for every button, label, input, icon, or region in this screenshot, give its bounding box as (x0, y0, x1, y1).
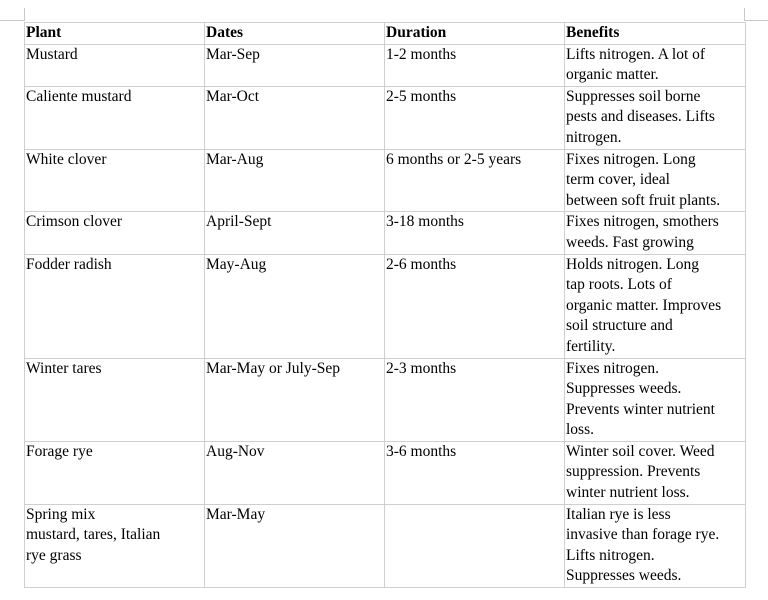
benefits-cell (565, 504, 746, 587)
plant-cell (25, 358, 205, 441)
benefits-cell-line: loss. (566, 421, 594, 439)
benefits-cell-line: Fixes nitrogen, smothers (566, 213, 719, 231)
page-corner-mark-left (0, 8, 25, 21)
plant-cell (25, 504, 205, 587)
benefits-cell (565, 254, 746, 358)
benefits-cell-line: tap roots. Lots of (566, 276, 672, 294)
benefits-cell-line: fertility. (566, 337, 616, 355)
plant-cell (25, 86, 205, 149)
dates-cell: April-Sept (205, 212, 385, 254)
header-plant: Plant (25, 23, 205, 45)
benefits-cell-line: Suppresses weeds. (566, 380, 682, 398)
duration-cell: 2-5 months (385, 86, 565, 149)
table-row (25, 44, 746, 86)
benefits-cell-line: winter nutrient loss. (566, 484, 690, 502)
benefits-cell-line: Suppresses weeds. (566, 567, 682, 585)
plant-cell-line: White clover (26, 150, 107, 168)
header-dates: Dates (205, 23, 385, 45)
benefits-cell-line: Holds nitrogen. Long (566, 255, 700, 273)
plant-cell-line: mustard, tares, Italian (26, 526, 161, 544)
benefits-cell (565, 44, 746, 86)
cover-crop-table (24, 22, 746, 588)
benefits-cell-line: Prevents winter nutrient (566, 400, 715, 418)
dates-cell: Mar-Oct (205, 86, 385, 149)
plant-cell-line: Crimson clover (26, 213, 122, 231)
benefits-cell-line: nitrogen. (566, 128, 622, 146)
benefits-cell-line: Fixes nitrogen. (566, 359, 659, 377)
plant-cell-line: Winter tares (26, 359, 102, 377)
dates-cell: Mar-May or July-Sep (205, 358, 385, 441)
duration-cell: 1-2 months (385, 44, 565, 86)
plant-cell-line: rye grass (26, 546, 82, 564)
table-body (25, 44, 746, 587)
duration-cell: 3-6 months (385, 441, 565, 504)
duration-cell (385, 504, 565, 587)
benefits-cell-line: term cover, ideal (566, 171, 670, 189)
benefits-cell-line: pests and diseases. Lifts (566, 108, 715, 126)
benefits-cell-line: Lifts nitrogen. (566, 546, 655, 564)
benefits-cell (565, 358, 746, 441)
benefits-cell-line: soil structure and (566, 317, 673, 335)
benefits-cell-line: between soft fruit plants. (566, 191, 721, 209)
table-row (25, 504, 746, 587)
duration-cell: 2-6 months (385, 254, 565, 358)
duration-cell: 2-3 months (385, 358, 565, 441)
plant-cell-line: Forage rye (26, 442, 93, 460)
benefits-cell-line: organic matter. (566, 66, 659, 84)
benefits-cell-line: Suppresses soil borne (566, 87, 701, 105)
dates-cell: May-Aug (205, 254, 385, 358)
plant-cell (25, 149, 205, 212)
plant-cell-line: Fodder radish (26, 255, 112, 273)
table-row (25, 86, 746, 149)
plant-cell-line: Spring mix (26, 505, 96, 523)
benefits-cell (565, 149, 746, 212)
benefits-cell-line: Italian rye is less (566, 505, 671, 523)
plant-cell (25, 254, 205, 358)
header-duration: Duration (385, 23, 565, 45)
benefits-cell (565, 212, 746, 254)
benefits-cell (565, 441, 746, 504)
page-corner-mark-right (744, 8, 768, 21)
table-row (25, 212, 746, 254)
benefits-cell-line: suppression. Prevents (566, 463, 701, 481)
plant-cell (25, 212, 205, 254)
dates-cell: Mar-Sep (205, 44, 385, 86)
table-header-row (25, 23, 746, 45)
dates-cell: Mar-May (205, 504, 385, 587)
duration-cell: 3-18 months (385, 212, 565, 254)
dates-cell: Mar-Aug (205, 149, 385, 212)
plant-cell-line: Caliente mustard (26, 87, 132, 105)
benefits-cell-line: Fixes nitrogen. Long (566, 150, 696, 168)
duration-cell: 6 months or 2-5 years (385, 149, 565, 212)
table-row (25, 149, 746, 212)
plant-cell (25, 44, 205, 86)
benefits-cell-line: organic matter. Improves (566, 296, 722, 314)
dates-cell: Aug-Nov (205, 441, 385, 504)
benefits-cell-line: Winter soil cover. Weed (566, 442, 715, 460)
header-benefits: Benefits (565, 23, 746, 45)
table-row (25, 441, 746, 504)
plant-cell (25, 441, 205, 504)
table-row (25, 254, 746, 358)
plant-cell-line: Mustard (26, 45, 78, 63)
benefits-cell-line: Lifts nitrogen. A lot of (566, 45, 706, 63)
benefits-cell (565, 86, 746, 149)
benefits-cell-line: invasive than forage rye. (566, 526, 720, 544)
benefits-cell-line: weeds. Fast growing (566, 233, 694, 251)
table-row (25, 358, 746, 441)
